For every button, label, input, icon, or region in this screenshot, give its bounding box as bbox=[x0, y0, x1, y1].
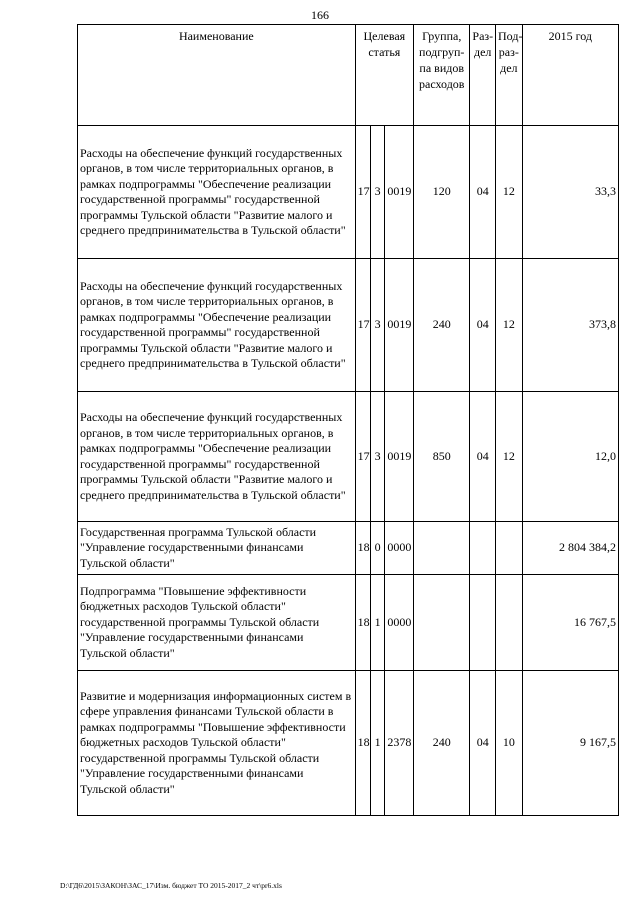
page-number: 166 bbox=[311, 8, 329, 22]
row-code-c: 0019 bbox=[385, 392, 414, 522]
row-section: 04 bbox=[470, 392, 496, 522]
row-subsection: 12 bbox=[496, 259, 523, 392]
row-code-c: 0019 bbox=[385, 126, 414, 259]
row-code-a: 17 bbox=[355, 259, 370, 392]
row-name: Подпрограмма "Повышение эффективности бюджетных расходов Тульской области" государственной программы Тульской области "Управление государственными финансами Тульской области" bbox=[78, 575, 356, 671]
row-group: 120 bbox=[414, 126, 470, 259]
row-group bbox=[414, 522, 470, 575]
header-year: 2015 год bbox=[522, 25, 618, 126]
row-subsection bbox=[496, 575, 523, 671]
budget-table bbox=[77, 24, 619, 816]
footer-file-path: D:\ГД6\2015\ЗАКОН\ЗАС_17\Изм. бюджет ТО 2015-2017_2 чт\pr6.xls bbox=[60, 881, 282, 890]
row-section bbox=[470, 575, 496, 671]
row-code-a: 18 bbox=[355, 575, 370, 671]
row-amount: 2 804 384,2 bbox=[522, 522, 618, 575]
row-amount: 9 167,5 bbox=[522, 671, 618, 816]
row-amount: 373,8 bbox=[522, 259, 618, 392]
row-name: Расходы на обеспечение функций государственных органов, в том числе территориальных органов, в рамках подпрограммы "Обеспечение реализации государственной программы" государственной программы Тульской области "Развитие малого и среднего предпринимательства в Тульской области" bbox=[78, 392, 356, 522]
header-group: Группа, подгруп-па видов расходов bbox=[414, 25, 470, 126]
row-section bbox=[470, 522, 496, 575]
row-code-b: 0 bbox=[371, 522, 385, 575]
row-code-b: 3 bbox=[371, 259, 385, 392]
row-code-b: 3 bbox=[371, 392, 385, 522]
row-code-a: 18 bbox=[355, 522, 370, 575]
row-group: 850 bbox=[414, 392, 470, 522]
table-row bbox=[78, 522, 619, 575]
row-name: Расходы на обеспечение функций государственных органов, в том числе территориальных органов, в рамках подпрограммы "Обеспечение реализации государственной программы" государственной программы Тульской области "Развитие малого и среднего предпринимательства в Тульской области" bbox=[78, 259, 356, 392]
header-subsection: Под-раз-дел bbox=[496, 25, 523, 126]
row-group: 240 bbox=[414, 671, 470, 816]
row-section: 04 bbox=[470, 671, 496, 816]
row-name: Государственная программа Тульской области "Управление государственными финансами Тульской области" bbox=[78, 522, 356, 575]
table-row bbox=[78, 575, 619, 671]
row-group: 240 bbox=[414, 259, 470, 392]
row-code-a: 17 bbox=[355, 392, 370, 522]
row-subsection bbox=[496, 522, 523, 575]
row-code-c: 0019 bbox=[385, 259, 414, 392]
table-row bbox=[78, 259, 619, 392]
row-code-b: 1 bbox=[371, 575, 385, 671]
row-name: Развитие и модернизация информационных систем в сфере управления финансами Тульской области в рамках подпрограммы "Повышение эффективности бюджетных расходов Тульской области" государственной программы Тульской области "Управление государственными финансами Тульской области" bbox=[78, 671, 356, 816]
header-name: Наименование bbox=[78, 25, 356, 126]
table-row bbox=[78, 126, 619, 259]
row-code-b: 1 bbox=[371, 671, 385, 816]
header-target-article: Целевая статья bbox=[355, 25, 413, 126]
row-amount: 12,0 bbox=[522, 392, 618, 522]
header-section: Раз-дел bbox=[470, 25, 496, 126]
row-subsection: 12 bbox=[496, 126, 523, 259]
row-group bbox=[414, 575, 470, 671]
row-subsection: 10 bbox=[496, 671, 523, 816]
row-name: Расходы на обеспечение функций государственных органов, в том числе территориальных органов, в рамках подпрограммы "Обеспечение реализации государственной программы" государственной программы Тульской области "Развитие малого и среднего предпринимательства в Тульской области" bbox=[78, 126, 356, 259]
row-code-a: 17 bbox=[355, 126, 370, 259]
row-code-b: 3 bbox=[371, 126, 385, 259]
row-code-a: 18 bbox=[355, 671, 370, 816]
row-code-c: 2378 bbox=[385, 671, 414, 816]
table-row bbox=[78, 671, 619, 816]
row-section: 04 bbox=[470, 126, 496, 259]
row-code-c: 0000 bbox=[385, 522, 414, 575]
row-subsection: 12 bbox=[496, 392, 523, 522]
row-section: 04 bbox=[470, 259, 496, 392]
table-row bbox=[78, 392, 619, 522]
row-code-c: 0000 bbox=[385, 575, 414, 671]
table-header-row bbox=[78, 25, 619, 126]
row-amount: 16 767,5 bbox=[522, 575, 618, 671]
row-amount: 33,3 bbox=[522, 126, 618, 259]
